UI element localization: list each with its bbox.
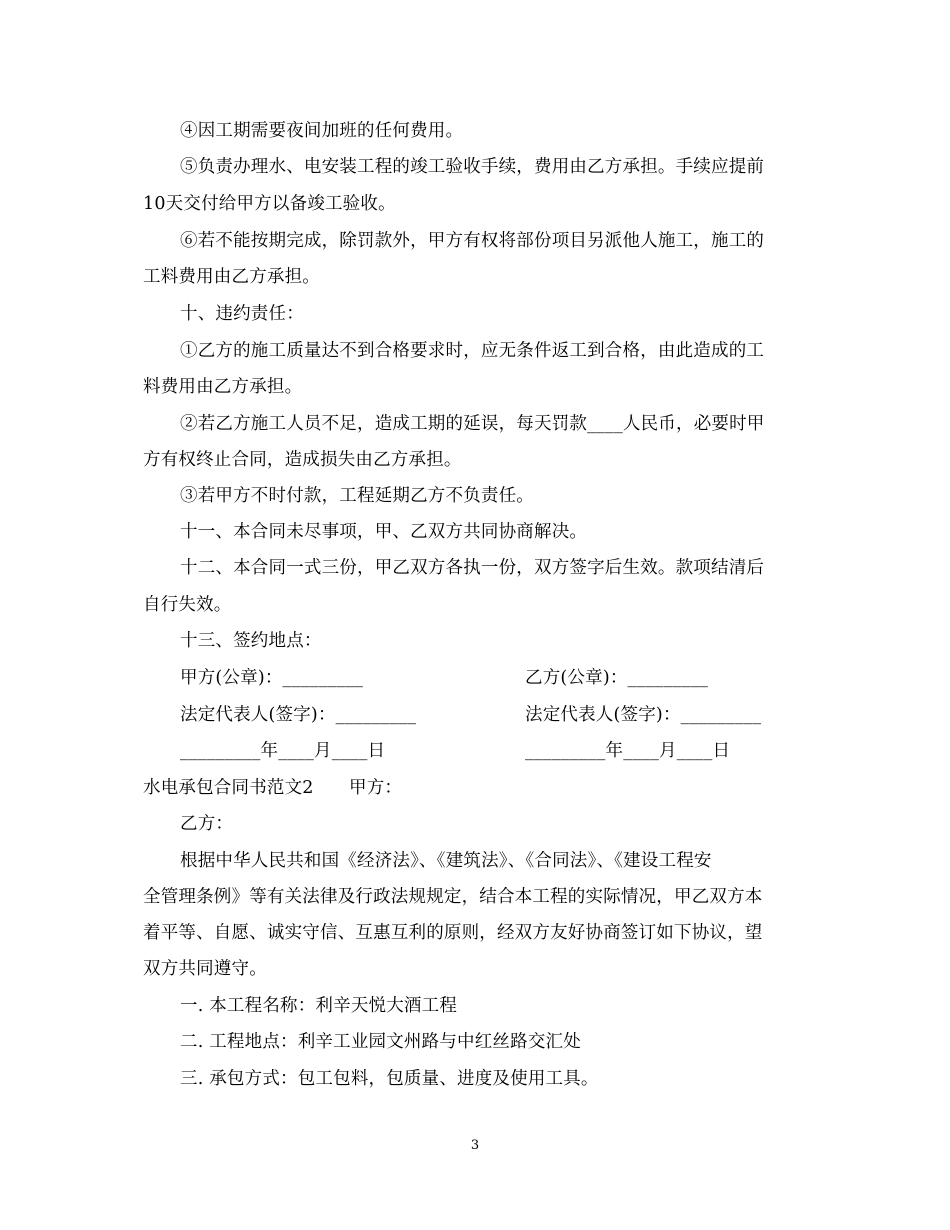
preamble-line: 着平等、自愿、诚实守信、互惠互利的原则，经双方友好协商签订如下协议，望 — [143, 923, 763, 943]
clause-item: 三. 承包方式：包工包料，包质量、进度及使用工具。 — [180, 1069, 599, 1089]
second-contract-heading: 水电承包合同书范文2 甲方： — [143, 778, 403, 798]
signature-date-b: _________年____月____日 — [525, 741, 731, 761]
preamble-line: 根据中华人民共和国《经济法》、《建筑法》、《合同法》、《建设工程安 — [180, 851, 712, 871]
preamble-line: 双方共同遵守。 — [143, 959, 267, 979]
section-heading: 十、违约责任： — [180, 304, 304, 324]
text-line: ④因工期需要夜间加班的任何费用。 — [180, 121, 464, 141]
clause-item: 一. 本工程名称：利辛天悦大酒工程 — [180, 996, 458, 1016]
signature-representative-b: 法定代表人(签字)：_________ — [525, 705, 762, 725]
text-line: ①乙方的施工质量达不到合格要求时，应无条件返工到合格，由此造成的工 — [180, 341, 765, 361]
signature-representative-a: 法定代表人(签字)：_________ — [180, 705, 417, 725]
text-line: ②若乙方施工人员不足，造成工期的延误，每天罚款____人民币，必要时甲 — [180, 414, 765, 434]
text-line: 工料费用由乙方承担。 — [143, 267, 320, 287]
text-line: 自行失效。 — [143, 595, 232, 615]
text-line: 料费用由乙方承担。 — [143, 377, 303, 397]
text-line: ⑥若不能按期完成，除罚款外，甲方有权将部份项目另派他人施工，施工的 — [180, 231, 765, 251]
signature-date-a: _________年____月____日 — [180, 741, 386, 761]
preamble-line: 全管理条例》等有关法律及行政法规规定，结合本工程的实际情况，甲乙双方本 — [143, 887, 763, 907]
clause-item: 二. 工程地点：利辛工业园文州路与中红丝路交汇处 — [180, 1032, 581, 1052]
text-line: 十二、本合同一式三份，甲乙双方各执一份，双方签字后生效。款项结清后 — [180, 558, 765, 578]
text-line: 10天交付给甲方以备竣工验收。 — [143, 194, 396, 214]
signature-party-b: 乙方(公章)：_________ — [525, 668, 709, 688]
text-line: 十一、本合同未尽事项，甲、乙双方共同协商解决。 — [180, 522, 588, 542]
text-line: ⑤负责办理水、电安装工程的竣工验收手续，费用由乙方承担。手续应提前 — [180, 157, 765, 177]
text-line: 方有权终止合同，造成损失由乙方承担。 — [143, 450, 462, 470]
section-heading: 十三、签约地点： — [180, 631, 322, 651]
party-b-label: 乙方： — [180, 814, 234, 834]
text-line: ③若甲方不时付款，工程延期乙方不负责任。 — [180, 486, 534, 506]
signature-party-a: 甲方(公章)：_________ — [180, 668, 364, 688]
page-number: 3 — [470, 1138, 480, 1153]
